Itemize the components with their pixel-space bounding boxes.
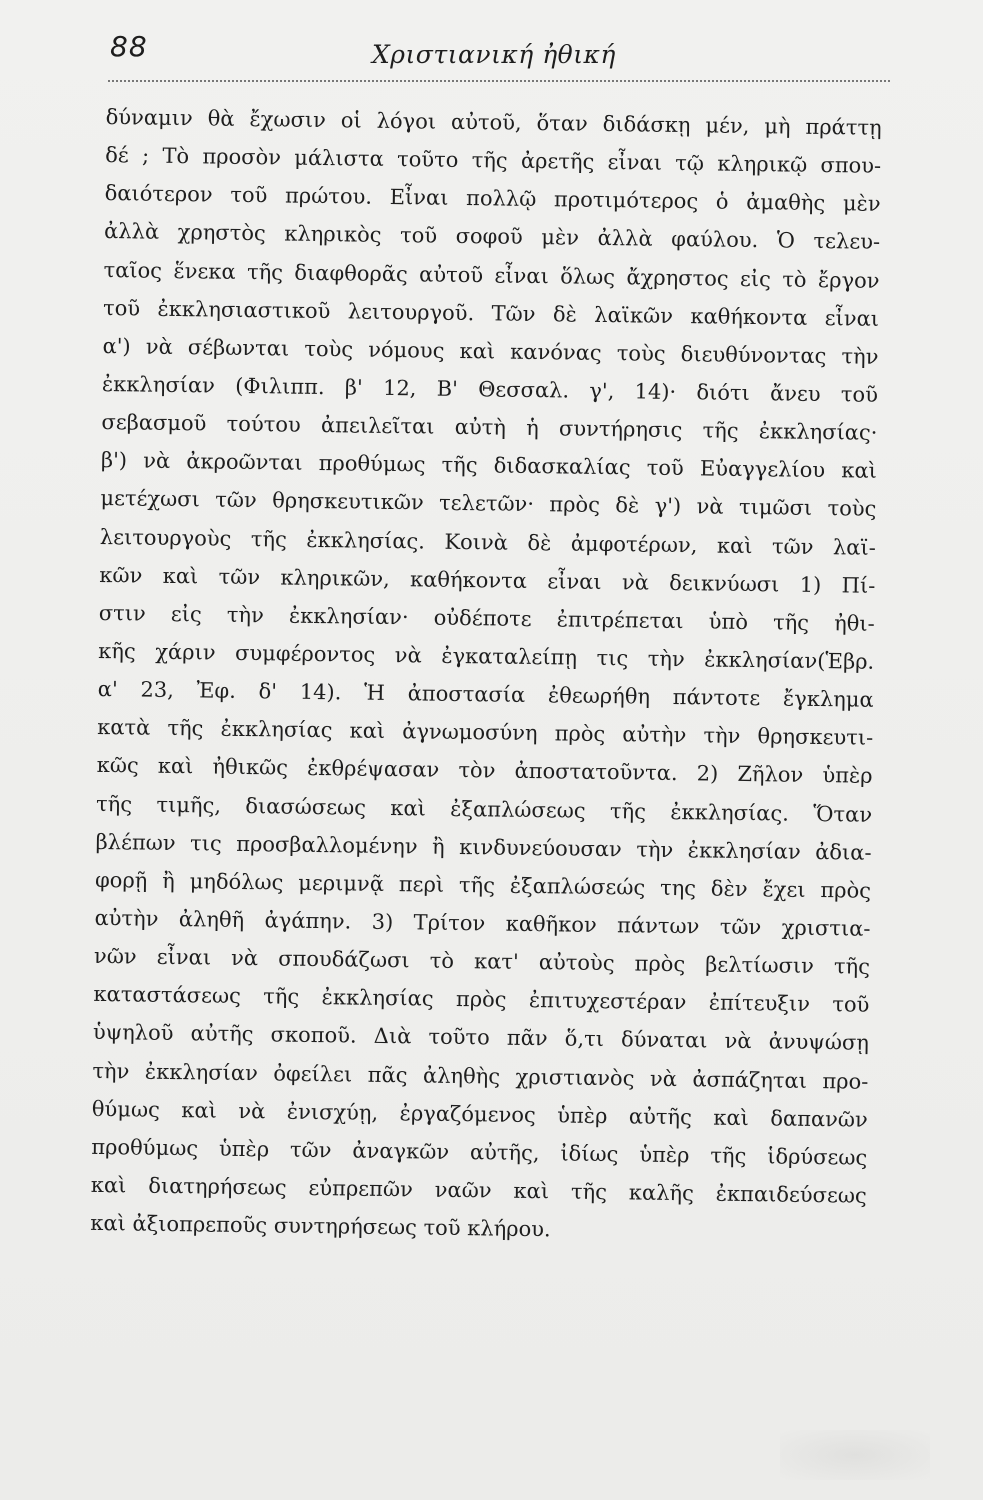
text-line: σεβασμοῦ τούτου ἀπειλεῖται αὐτὴ ἡ συντήρησις τῆς ἐκκλησίας· — [101, 410, 878, 445]
text-line: προθύμως ὑπὲρ τῶν ἀναγκῶν αὐτῆς, ἰδίως ὑπὲρ τῆς ἱδρύσεως — [91, 1134, 868, 1170]
text-line: β') νὰ ἀκροῶνται προθύμως τῆς διδασκαλίας τοῦ Εὐαγγελίου καὶ — [100, 448, 878, 484]
text-line: α' 23, Ἐφ. δ' 14). Ἡ ἀποστασία ἐθεωρήθη πάντοτε ἔγκλημα — [97, 677, 874, 712]
text-line: φορῇ ἢ μηδόλως μεριμνᾷ περὶ τῆς ἐξαπλώσεώς της δὲν ἔχει πρὸς — [94, 867, 872, 903]
header-rule — [108, 80, 890, 82]
page-header — [110, 30, 890, 86]
text-line: α') νὰ σέβωνται τοὺς νόμους καὶ κανόνας τοὺς διευθύνοντας τὴν — [102, 333, 879, 369]
text-line: καταστάσεως τῆς ἐκκλησίας πρὸς ἐπιτυχεστέραν ἐπίτευξιν τοῦ — [93, 982, 870, 1017]
text-line: κατὰ τῆς ἐκκλησίας καὶ ἀγνωμοσύνη πρὸς αὐτὴν τὴν θρησκευτι- — [97, 715, 874, 751]
text-line: δέ ; Τὸ προσὸν μάλιστα τοῦτο τῆς ἀρετῆς εἶναι τῷ κληρικῷ σπου- — [105, 143, 882, 178]
text-line: καὶ διατηρήσεως εὐπρεπῶν ναῶν καὶ τῆς καλῆς ἐκπαιδεύσεως — [90, 1172, 867, 1208]
text-line: τῆς τιμῆς, διασώσεως καὶ ἐξαπλώσεως τῆς ἐκκλησίας. Ὅταν — [95, 791, 873, 827]
text-line: τὴν ἐκκλησίαν ὀφείλει πᾶς ἀληθὴς χριστιανὸς νὰ ἀσπάζηται προ- — [92, 1058, 869, 1094]
text-line: δαιότερον τοῦ πρώτου. Εἶναι πολλῷ προτιμότερος ὁ ἀμαθὴς μὲν — [104, 181, 881, 217]
text-line: τοῦ ἐκκλησιαστικοῦ λειτουργοῦ. Τῶν δὲ λαϊκῶν καθήκοντα εἶναι — [102, 295, 880, 331]
text-line: ὑψηλοῦ αὐτῆς σκοποῦ. Διὰ τοῦτο πᾶν ὅ,τι δύναται νὰ ἀνυψώσῃ — [92, 1020, 870, 1056]
bleed-through-smudge — [780, 1430, 930, 1480]
text-line: στιν εἰς τὴν ἐκκλησίαν· οὐδέποτε ἐπιτρέπεται ὑπὸ τῆς ἠθι- — [98, 600, 875, 636]
text-line: ἐκκλησίαν (Φιλιππ. β' 12, Β' Θεσσαλ. γ', 14)· διότι ἄνευ τοῦ — [101, 371, 879, 407]
body-text — [90, 98, 882, 1253]
page-number: 88 — [110, 30, 148, 63]
text-line: λειτουργοὺς τῆς ἐκκλησίας. Κοινὰ δὲ ἀμφοτέρων, καὶ τῶν λαϊ- — [99, 524, 876, 560]
text-line: θύμως καὶ νὰ ἐνισχύῃ, ἐργαζόμενος ὑπὲρ αὐτῆς καὶ δαπανῶν — [91, 1096, 868, 1132]
text-line: βλέπων τις προσβαλλομένην ἢ κινδυνεύουσαν τὴν ἐκκλησίαν ἀδια- — [95, 829, 872, 865]
text-line: δύναμιν θὰ ἔχωσιν οἱ λόγοι αὐτοῦ, ὅταν διδάσκῃ μέν, μὴ πράττῃ — [105, 104, 882, 140]
text-line: ταῖος ἕνεκα τῆς διαφθορᾶς αὐτοῦ εἶναι ὅλως ἄχρηστος εἰς τὸ ἔργον — [103, 257, 880, 293]
text-line: νῶν εἶναι νὰ σπουδάζωσι τὸ κατ' αὐτοὺς πρὸς βελτίωσιν τῆς — [93, 944, 871, 979]
text-line: κῶν καὶ τῶν κληρικῶν, καθήκοντα εἶναι νὰ δεικνύωσι 1) Πί- — [99, 562, 876, 598]
text-line: κῶς καὶ ἠθικῶς ἐκθρέψασαν τὸν ἀποστατοῦντα. 2) Ζῆλον ὑπὲρ — [96, 753, 873, 789]
text-line: κῆς χάριν συμφέροντος νὰ ἐγκαταλείπῃ τις τὴν ἐκκλησίαν(Ἑβρ. — [98, 638, 875, 674]
running-title: Χριστιανική ἠθική — [372, 40, 616, 69]
text-line: ἀλλὰ χρηστὸς κληρικὸς τοῦ σοφοῦ μὲν ἀλλὰ φαύλου. Ὁ τελευ- — [103, 219, 881, 255]
text-line-last: καὶ ἀξιοπρεποῦς συντηρήσεως τοῦ κλήρου. — [90, 1210, 551, 1242]
text-line: αὐτὴν ἀληθῆ ἀγάπην. 3) Τρίτον καθῆκον πάντων τῶν χριστια- — [94, 905, 871, 941]
text-line: μετέχωσι τῶν θρησκευτικῶν τελετῶν· πρὸς δὲ γ') νὰ τιμῶσι τοὺς — [100, 486, 877, 522]
